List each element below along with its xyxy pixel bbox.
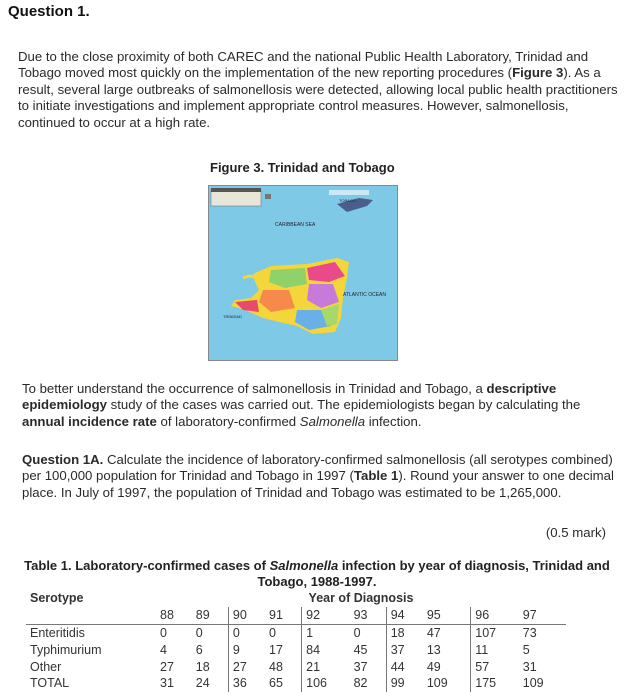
table-cell: 17 <box>269 642 283 657</box>
table-cell: 1 <box>302 624 350 641</box>
intro-paragraph: Due to the close proximity of both CAREC and the national Public Health Laboratory, Trinidad and Tobago moved most quickly on the implementation of the new reporting procedures (Figure 3). As a result, several large outbreaks of salmonellosis were detected, allowing local public health practitioners to initiate investigations and implement appropriate control measures. However, salmonellosis, continued to occur at a high rate. <box>18 49 618 130</box>
table-cell: 37 <box>353 659 368 674</box>
table-cell: 49 <box>426 659 441 674</box>
table-body <box>26 624 566 692</box>
table-cell: 99 <box>386 675 423 692</box>
table-cell: 18 <box>195 659 210 674</box>
serotype-label: Typhimurium <box>30 642 102 657</box>
table-cell: 0 <box>160 625 167 640</box>
serotype-label: Other <box>30 659 62 674</box>
year-header-cell: 93 <box>350 607 387 624</box>
table-cell: 5 <box>522 642 530 657</box>
year-header-cell: 96 <box>471 607 519 624</box>
table-cell: 0 <box>195 625 203 640</box>
table-cell: 4 <box>160 642 167 657</box>
year-header-cell: 97 <box>519 607 566 624</box>
table-cell: 44 <box>386 658 423 675</box>
question-title: Question 1. <box>8 3 90 20</box>
table-cell: 24 <box>195 676 210 691</box>
table-cell: 37 <box>386 641 423 658</box>
table-cell: 47 <box>426 625 441 640</box>
year-header-cell: 90 <box>228 607 265 624</box>
serotype-label: Enteritidis <box>30 625 85 640</box>
table-cell: 21 <box>302 658 350 675</box>
year-header-cell: 91 <box>265 607 302 624</box>
table-cell: 107 <box>471 624 519 641</box>
figure-caption: Figure 3. Trinidad and Tobago <box>210 160 395 175</box>
tobago-label: TOBAGO <box>339 198 357 203</box>
cases-table <box>26 590 566 692</box>
descriptive-paragraph: To better understand the occurrence of salmonellosis in Trinidad and Tobago, a descriptive epidemiology study of the cases was carried out. The epidemiologists began by calculating the annual incidence rate of laboratory-confirmed Salmonella infection. <box>22 381 581 429</box>
table-caption: Table 1. Laboratory-confirmed cases of Salmonella infection by year of diagnosis, Trinidad and Tobago, 1988-1997. <box>24 558 610 589</box>
table-cell: 73 <box>522 625 537 640</box>
table-cell: 18 <box>386 624 423 641</box>
year-header-cell: 89 <box>192 607 229 624</box>
table-cell: 0 <box>269 625 276 640</box>
table-cell: 36 <box>228 675 265 692</box>
trinidad-tobago-map <box>208 185 398 361</box>
table-cell: 13 <box>426 642 441 657</box>
table-cell: 31 <box>522 659 537 674</box>
table-cell: 45 <box>353 642 368 657</box>
serotype-label: TOTAL <box>30 676 70 691</box>
table-cell: 31 <box>160 676 174 691</box>
table-cell: 6 <box>195 642 203 657</box>
year-header-cell: 94 <box>386 607 423 624</box>
column-header: Year of Diagnosis <box>308 591 414 606</box>
table-cell: 82 <box>353 676 368 691</box>
caribbean-sea-label: CARIBBEAN SEA <box>275 222 316 228</box>
table-cell: 9 <box>228 641 265 658</box>
year-header-cell: 88 <box>156 607 192 624</box>
atlantic-ocean-label: ATLANTIC OCEAN <box>343 292 386 298</box>
year-header-cell: 92 <box>302 607 350 624</box>
row-header: Serotype <box>30 591 84 606</box>
table-row <box>26 675 566 692</box>
table-cell: 27 <box>228 658 265 675</box>
table-row <box>26 641 566 658</box>
year-header-row <box>26 607 566 624</box>
table-cell: 0 <box>353 625 361 640</box>
table-cell: 175 <box>471 675 519 692</box>
year-header-cell: 95 <box>423 607 471 624</box>
table-cell: 109 <box>426 676 448 691</box>
table-row <box>26 624 566 641</box>
table-cell: 27 <box>160 659 174 674</box>
table-cell: 11 <box>471 641 519 658</box>
table-cell: 84 <box>302 641 350 658</box>
table-cell: 57 <box>471 658 519 675</box>
table-row <box>26 658 566 675</box>
table-cell: 65 <box>269 676 283 691</box>
question-1a: Question 1A. Calculate the incidence of laboratory-confirmed salmonellosis (all serotypes combined) per 100,000 population for Trinidad and Tobago in 1997 (Table 1). Round your answer to one decimal place. In July of 1997, the population of Trinidad and Tobago was estimated to be 1,265,000. <box>22 452 614 500</box>
table-cell: 109 <box>522 676 544 691</box>
trinidad-label: TRINIDAD <box>223 314 242 319</box>
mark-value: (0.5 mark) <box>545 525 606 540</box>
table-cell: 0 <box>228 624 265 641</box>
table-cell: 106 <box>302 675 350 692</box>
table-cell: 48 <box>269 659 283 674</box>
